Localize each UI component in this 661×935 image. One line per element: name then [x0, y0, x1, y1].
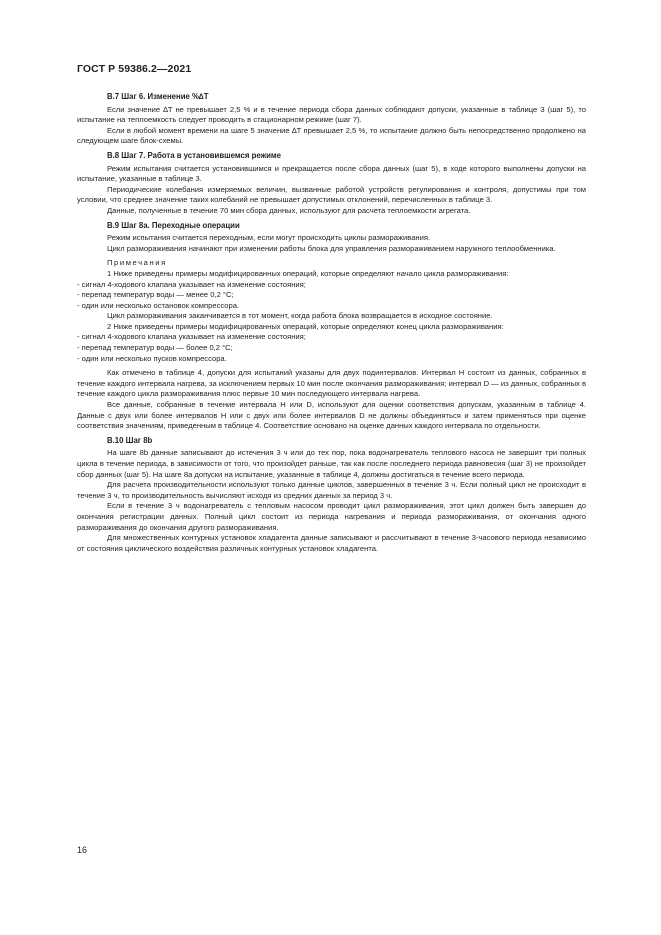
paragraph: Все данные, собранные в течение интервала H или D, используют для оценки соответствия допускам, указанным в таблице 4. Данные с двух или более интервалов H или с двух или более интервалов D не должны объединяться и затем применяться при оценке соответствия значениям, приведенным в таблице 4. Соответствие основано на оценке данных каждого интервала по отдельности.: [77, 400, 586, 431]
paragraph: Как отмечено в таблице 4, допуски для испытаний указаны для двух подинтервалов. Интервал H состоит из данных, собранных в течение каждого интервала нагрева, за исключением первых 10 мин после окончания размораживания; интервал D — из данных, собранных в течение каждого цикла размораживания плюс первые 10 мин последующего интервала нагрева.: [77, 368, 586, 399]
paragraph: Периодические колебания измеряемых величин, вызванные работой устройств регулирования и контроля, допустимы при том условии, что среднее значение таких колебаний не превышает допустимых отклонений, перечисленных в таблице 3.: [77, 184, 586, 205]
paragraph: Если в течение 3 ч водонагреватель с тепловым насосом проводит цикл размораживания, этот цикл должен быть завершен до окончания регистрации данных. Полный цикл состоит из периода нагревания и периода размораживания, от окончания одного размораживания до окончания другого размораживания.: [77, 501, 586, 532]
page-number: 16: [77, 845, 88, 855]
note-list-item: - перепад температур воды — менее 0,2 °С;: [77, 290, 234, 300]
note-list-item: - один или несколько остановок компрессора.: [77, 300, 240, 310]
note-list-item: - перепад температур воды — более 0,2 °С;: [77, 343, 233, 353]
paragraph: Режим испытания считается переходным, если могут происходить циклы размораживания.: [107, 233, 431, 243]
note-text: 2 Ниже приведены примеры модифицированных операций, которые определяют конец цикла размораживания:: [107, 321, 504, 331]
note-text: 1 Ниже приведены примеры модифицированных операций, которые определяют начало цикла размораживания:: [107, 268, 509, 278]
section-title-b8: В.8 Шаг 7. Работа в установившемся режиме: [107, 150, 282, 160]
paragraph: Цикл размораживания начинают при изменении работы блока для управления размораживанием наружного теплообменника.: [107, 243, 556, 253]
paragraph: На шаге 8b данные записывают до истечения 3 ч или до тех пор, пока водонагреватель теплового насоса не завершит три полных цикла в течение периода, в зависимости от того, что произойдет раньше, так как после последнего периода равновесия (шаг 3) не произойдет сбор данных (шаг 5). На шаге 8а допуски на испытание, указанные в таблице 4, должны достигаться в течение всего периода.: [77, 448, 586, 479]
paragraph: Режим испытания считается установившимся и прекращается после сбора данных (шаг 5), в ходе которого выполнены допуски на испытание, указанные в таблице 3.: [77, 163, 586, 184]
paragraph: Если значение ∆T не превышает 2,5 % и в течение периода сбора данных соблюдают допуски, указанные в таблице 3 (шаг 5), то испытание на теплоемкость следует проводить в стационарном режиме (шаг 7).: [77, 104, 586, 125]
paragraph: Для расчета производительности используют только данные циклов, завершенных в течение 3 ч. Если полный цикл не происходит в течение 3 ч, то производительность вычисляют исходя из средних данных за период 3 ч.: [77, 480, 586, 500]
paragraph: Данные, полученные в течение 70 мин сбора данных, используют для расчета теплоемкости агрегата.: [107, 205, 471, 215]
paragraph: Если в любой момент времени на шаге 5 значение ∆T превышает 2,5 %, то испытание должно быть непосредственно продолжено на следующем шаге блок-схемы.: [77, 125, 586, 146]
note-list-item: - сигнал 4-ходового клапана указывает на изменение состояния;: [77, 279, 306, 289]
note-list-item: - сигнал 4-ходового клапана указывает на изменение состояния;: [77, 332, 306, 342]
section-title-b9: В.9 Шаг 8а. Переходные операции: [107, 220, 240, 230]
document-header: ГОСТ Р 59386.2—2021: [77, 63, 192, 75]
note-list-item: - один или несколько пусков компрессора.: [77, 353, 227, 363]
note-text: Цикл размораживания заканчивается в тот момент, когда работа блока возвращается в исходное состояние.: [107, 311, 493, 321]
paragraph: Для множественных контурных установок хладагента данные записывают и рассчитывают в течение 3-часового периода независимо от состояния циклического воздействия различных контурных установок хладагента.: [77, 533, 586, 553]
section-title-b7: В.7 Шаг 6. Изменение %∆T: [107, 92, 209, 101]
page-content: [77, 92, 586, 554]
section-title-b10: В.10 Шаг 8b: [107, 435, 153, 445]
notes-title: Примечания: [107, 258, 167, 268]
